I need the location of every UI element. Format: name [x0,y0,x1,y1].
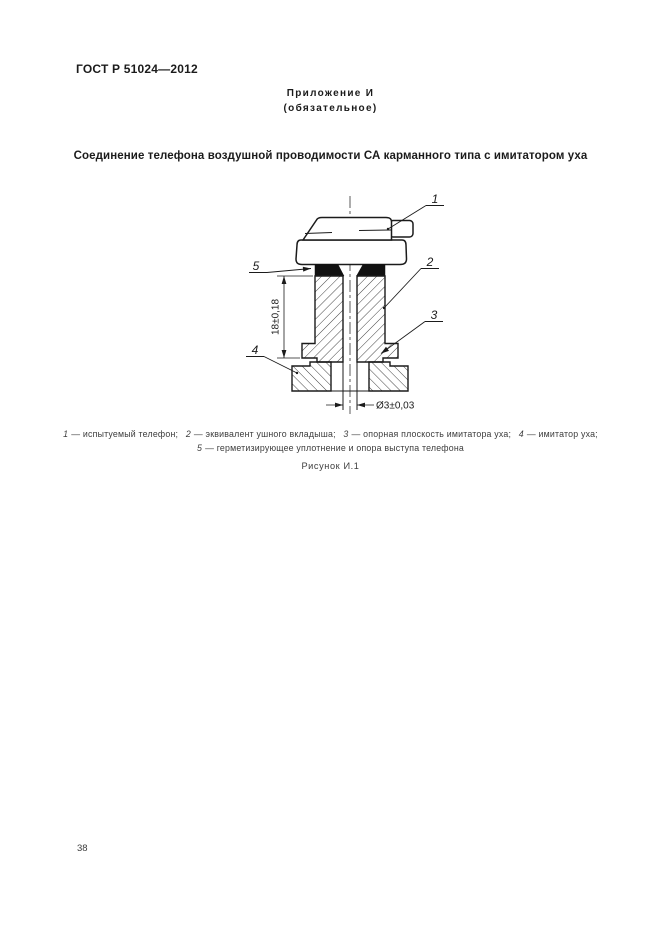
section-title: Соединение телефона воздушной проводимости СА карманного типа с имитатором уха [73,150,588,162]
legend-text-1: — испытуемый телефон; [71,429,179,439]
legend-num-3: 3 [343,429,349,439]
legend-line-2 [0,443,661,453]
phone-detail-line-right [359,230,391,231]
legend-text-5: — герметизирующее уплотнение и опора выступа телефона [205,443,464,453]
dim-height-text: 18±0,18 [270,298,282,336]
legend-text-2: — эквивалент ушного вкладыша; [193,429,336,439]
phone-side-clip [390,221,414,238]
callout-4 [246,343,298,374]
callout-5-num: 5 [252,259,260,273]
doc-header: ГОСТ Р 51024—2012 [76,62,198,76]
callout-4-num: 4 [251,343,259,357]
legend-num-2: 2 [185,429,191,439]
figure-label: Рисунок И.1 [301,461,360,471]
dim-bore [326,401,415,412]
callout-3-num: 3 [430,308,438,322]
legend-num-1: 1 [63,429,69,439]
legend-text-3: — опорная плоскость имитатора уха; [351,429,512,439]
appendix-kind: (обязательное) [283,103,378,114]
dim-bore-text: Ø3±0,03 [376,400,415,412]
callout-1 [387,192,444,230]
legend-text-4: — имитатор уха; [526,429,598,439]
phone-upper-body [303,218,392,241]
callout-3 [381,308,443,354]
appendix-title: Приложение И [286,88,375,99]
legend-num-4: 4 [518,429,524,439]
legend-num-5: 5 [196,443,203,453]
technical-drawing [228,183,472,423]
phone-lower-body [296,240,407,265]
callout-2-num: 2 [426,255,434,269]
page-number: 38 [77,843,88,854]
legend-line-1 [0,429,661,439]
callout-1-num: 1 [431,192,439,206]
